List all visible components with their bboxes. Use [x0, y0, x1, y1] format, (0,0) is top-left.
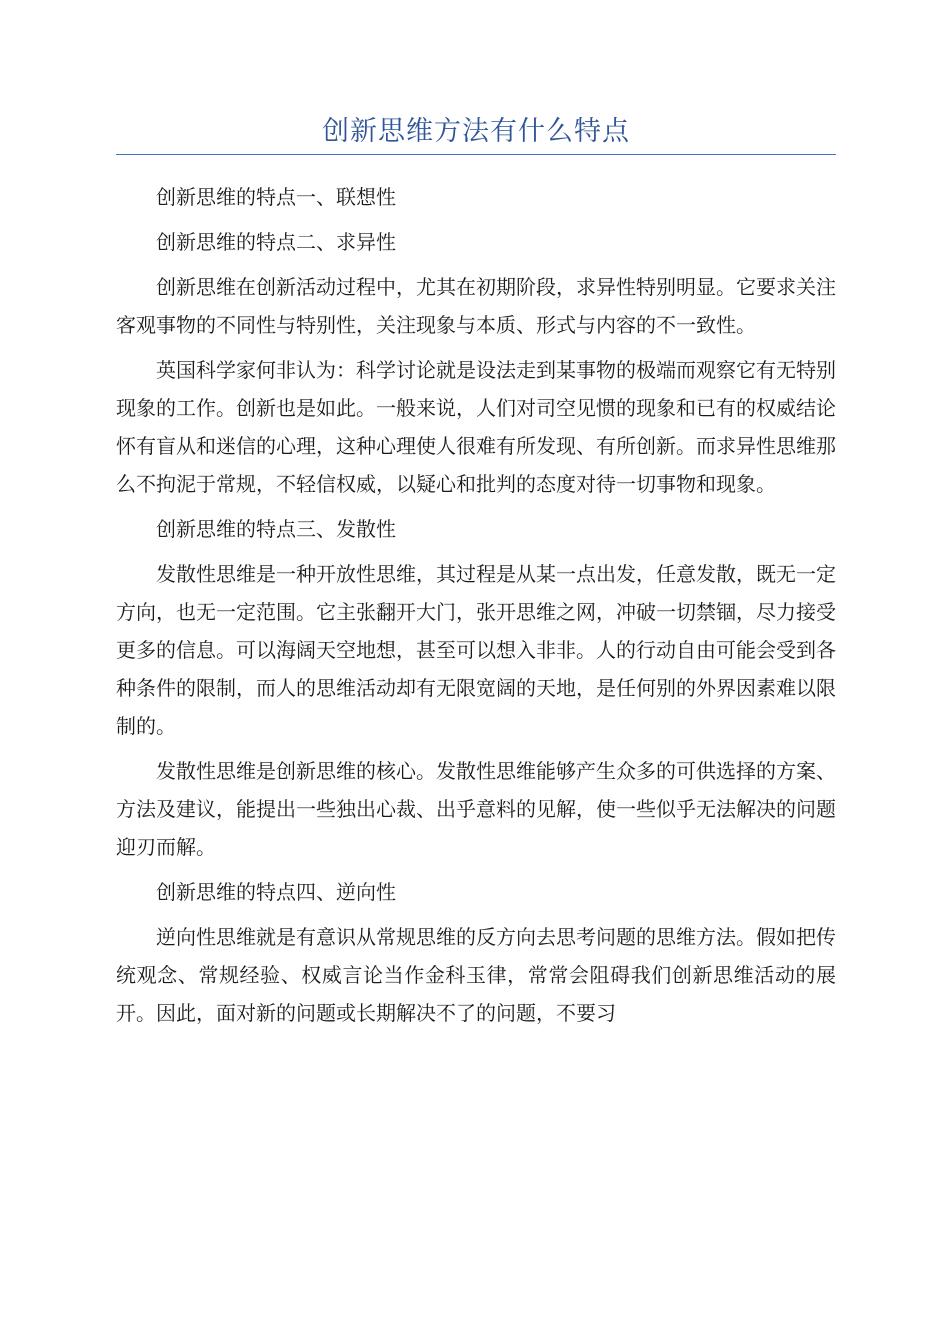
- document-page: [116, 0, 836, 1039]
- paragraph-4: 英国科学家何非认为：科学讨论就是设法走到某事物的极端而观察它有无特别现象的工作。创新也是如此。一般来说，人们对司空见惯的现象和已有的权威结论怀有盲从和迷信的心理，这种心理使人很难有所发现、有所创新。而求异性思维那么不拘泥于常规，不轻信权威，以疑心和批判的态度对待一切事物和现象。: [116, 358, 836, 496]
- paragraph-1: 创新思维的特点一、联想性: [156, 185, 396, 209]
- title-underline: [116, 154, 836, 155]
- paragraph-5: 创新思维的特点三、发散性: [156, 517, 396, 541]
- paragraph-3: 创新思维在创新活动过程中，尤其在初期阶段，求异性特别明显。它要求关注客观事物的不同性与特别性，关注现象与本质、形式与内容的不一致性。: [116, 275, 836, 337]
- paragraph-8: 创新思维的特点四、逆向性: [156, 880, 396, 904]
- document-body: [116, 178, 836, 1032]
- paragraph-7: 发散性思维是创新思维的核心。发散性思维能够产生众多的可供选择的方案、方法及建议，能提出一些独出心裁、出乎意料的见解，使一些似乎无法解决的问题迎刃而解。: [116, 759, 836, 859]
- paragraph-6: 发散性思维是一种开放性思维，其过程是从某一点出发，任意发散，既无一定方向，也无一定范围。它主张翻开大门，张开思维之网，冲破一切禁锢，尽力接受更多的信息。可以海阔天空地想，甚至可以想入非非。人的行动自由可能会受到各种条件的限制，而人的思维活动却有无限宽阔的天地，是任何别的外界因素难以限制的。: [116, 562, 836, 738]
- paragraph-9: 逆向性思维就是有意识从常规思维的反方向去思考问题的思维方法。假如把传统观念、常规经验、权威言论当作金科玉律，常常会阻碍我们创新思维活动的展开。因此，面对新的问题或长期解决不了的问题，不要习: [116, 925, 836, 1025]
- paragraph-2: 创新思维的特点二、求异性: [156, 230, 396, 254]
- document-title: 创新思维方法有什么特点: [322, 116, 630, 147]
